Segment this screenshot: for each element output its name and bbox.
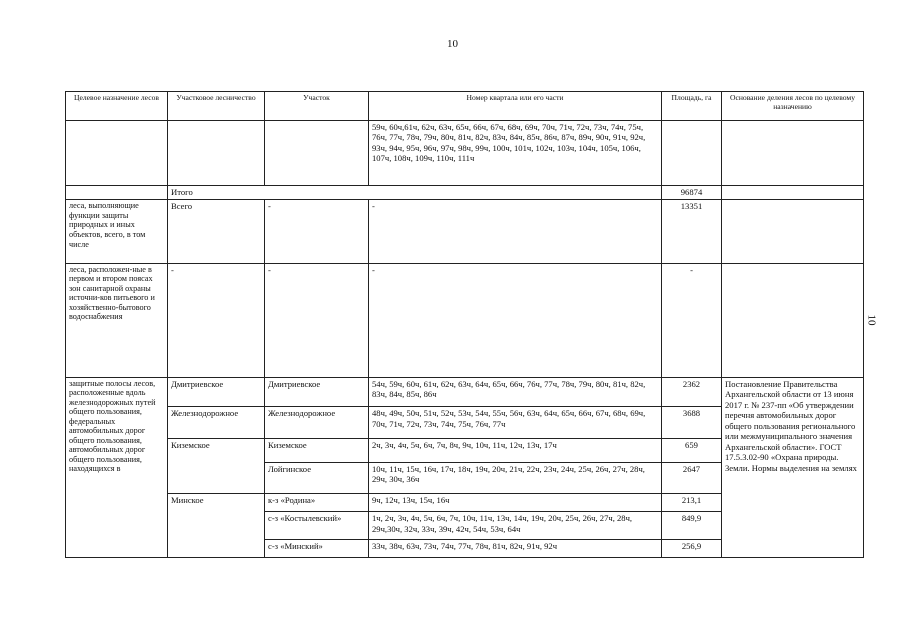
area-cell	[662, 121, 722, 186]
quarters-cell: 33ч, 38ч, 63ч, 73ч, 74ч, 77ч, 78ч, 81ч, 82ч, 91ч, 92ч	[369, 539, 662, 557]
plot-cell: Лойгинское	[265, 462, 369, 494]
header-area: Площадь, га	[662, 92, 722, 121]
area-cell: 2647	[662, 462, 722, 494]
side-page-number: 10	[865, 314, 878, 326]
plot-cell: с-з «Минский»	[265, 539, 369, 557]
quarters-cell: 48ч, 49ч, 50ч, 51ч, 52ч, 53ч, 54ч, 55ч, 56ч, 63ч, 64ч, 65ч, 66ч, 67ч, 68ч, 69ч, 70ч, 71ч, 72ч, 73ч, 74ч, 75ч, 76ч, 77ч	[369, 407, 662, 439]
area-cell: 256,9	[662, 539, 722, 557]
plot-cell: с-з «Костылевский»	[265, 512, 369, 540]
area-cell: 2362	[662, 377, 722, 407]
plot-cell: -	[265, 263, 369, 377]
purpose-cell	[66, 377, 168, 557]
total-label-cell: Итого	[168, 186, 662, 200]
district-cell: -	[168, 263, 265, 377]
header-purpose: Целевое назначение лесов	[66, 92, 168, 121]
quarters-cell: 2ч, 3ч, 4ч, 5ч, 6ч, 7ч, 8ч, 9ч, 10ч, 11ч, 12ч, 13ч, 17ч	[369, 438, 662, 462]
basis-cell	[722, 200, 864, 263]
district-cell: Киземское	[168, 438, 265, 494]
table-row	[66, 263, 864, 377]
district-cell: Всего	[168, 200, 265, 263]
header-quarter-numbers: Номер квартала или его части	[369, 92, 662, 121]
purpose-cell	[66, 186, 168, 200]
header-basis: Основание деления лесов по целевому назначению	[722, 92, 864, 121]
quarters-cell: 1ч, 2ч, 3ч, 4ч, 5ч, 6ч, 7ч, 10ч, 11ч, 13ч, 14ч, 19ч, 20ч, 25ч, 26ч, 27ч, 28ч, 29ч,30ч, 32ч, 33ч, 39ч, 42ч, 54ч, 53ч, 64ч	[369, 512, 662, 540]
district-cell: Дмитриевское	[168, 377, 265, 407]
district-cell	[168, 121, 265, 186]
basis-cell	[722, 121, 864, 186]
purpose-cell: леса, расположен-ные в первом и втором поясах зон санитарной охраны источни-ков питьевого и хозяйственно-бытового водоснабжения	[66, 263, 168, 377]
area-cell: 213,1	[662, 494, 722, 512]
area-cell: 96874	[662, 186, 722, 200]
page-number: 10	[447, 38, 458, 50]
quarters-cell: 9ч, 12ч, 13ч, 15ч, 16ч	[369, 494, 662, 512]
plot-cell: -	[265, 200, 369, 263]
forest-purpose-table	[65, 91, 864, 558]
quarters-cell: -	[369, 200, 662, 263]
plot-cell: Железнодорожное	[265, 407, 369, 439]
district-cell: Железнодорожное	[168, 407, 265, 439]
basis-cell	[722, 186, 864, 200]
basis-cell	[722, 377, 864, 557]
table-row	[66, 121, 864, 186]
header-district-forestry: Участковое лесничество	[168, 92, 265, 121]
area-cell: 849,9	[662, 512, 722, 540]
quarters-cell: 54ч, 59ч, 60ч, 61ч, 62ч, 63ч, 64ч, 65ч, 66ч, 76ч, 77ч, 78ч, 79ч, 80ч, 81ч, 82ч, 83ч, 84ч, 85ч, 86ч	[369, 377, 662, 407]
quarters-cell: 10ч, 11ч, 15ч, 16ч, 17ч, 18ч, 19ч, 20ч, 21ч, 22ч, 23ч, 24ч, 25ч, 26ч, 27ч, 28ч, 29ч, 30ч, 36ч	[369, 462, 662, 494]
basis-cell	[722, 263, 864, 377]
purpose-cell	[66, 121, 168, 186]
purpose-text: защитные полосы лесов, расположенные вдоль железнодорожных путей общего пользования, федеральных автомобильных дорог общего пользования, автомобильных дорог общего пользования, находящихся в	[69, 378, 156, 474]
district-cell: Минское	[168, 494, 265, 558]
quarters-cell: -	[369, 263, 662, 377]
plot-cell: Киземское	[265, 438, 369, 462]
plot-cell	[265, 121, 369, 186]
basis-text: Постановление Правительства Архангельской области от 13 июня 2017 г. № 237-пп «Об утверждении перечня автомобильных дорог общего пользования регионального или межмуниципального значения Архангельской области». ГОСТ 17.5.3.02-90 «Охрана природы. Земли. Нормы выделения на землях	[725, 378, 857, 473]
area-cell: 13351	[662, 200, 722, 263]
purpose-cell: леса, выполняющие функции защиты природных и иных объектов, всего, в том числе	[66, 200, 168, 263]
table-row	[66, 377, 864, 407]
table-row-total	[66, 186, 864, 200]
plot-cell: Дмитриевское	[265, 377, 369, 407]
table-header-row	[66, 92, 864, 121]
area-cell: 659	[662, 438, 722, 462]
area-cell: -	[662, 263, 722, 377]
plot-cell: к-з «Родина»	[265, 494, 369, 512]
quarters-cell: 59ч, 60ч,61ч, 62ч, 63ч, 65ч, 66ч, 67ч, 68ч, 69ч, 70ч, 71ч, 72ч, 73ч, 74ч, 75ч, 76ч, 77ч, 78ч, 79ч, 80ч, 81ч, 82ч, 83ч, 84ч, 85ч, 86ч, 87ч, 89ч, 90ч, 91ч, 92ч, 93ч, 94ч, 95ч, 96ч, 97ч, 98ч, 99ч, 100ч, 101ч, 102ч, 103ч, 104ч, 105ч, 106ч, 107ч, 108ч, 109ч, 110ч, 111ч	[369, 121, 662, 186]
table-row	[66, 200, 864, 263]
header-plot: Участок	[265, 92, 369, 121]
area-cell: 3688	[662, 407, 722, 439]
